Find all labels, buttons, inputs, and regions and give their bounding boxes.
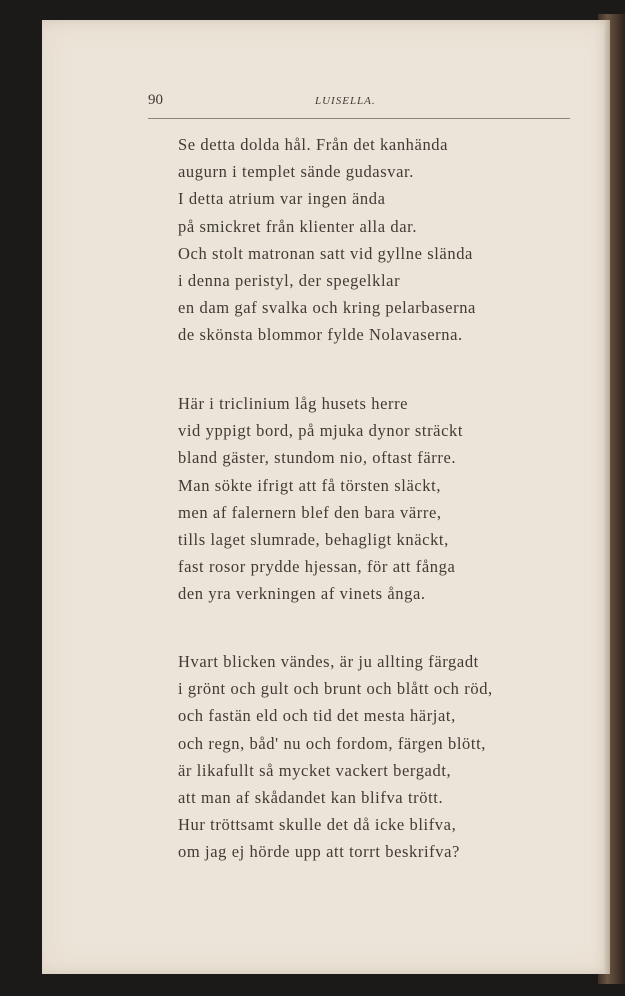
verse-line: är likafullt så mycket vackert bergadt,	[178, 760, 452, 780]
verse-line: Och stolt matronan satt vid gyllne slända	[178, 243, 473, 263]
stanza-1	[178, 131, 476, 349]
verse-line: tills laget slumrade, behagligt knäckt,	[178, 529, 449, 549]
verse-line: och regn, båd' nu och fordom, färgen blött,	[178, 733, 486, 753]
header-rule	[148, 118, 570, 119]
verse-line: på smickret från klienter alla dar.	[178, 216, 418, 236]
verse-line: och fastän eld och tid det mesta härjat,	[178, 706, 456, 726]
page-number: 90	[148, 92, 163, 108]
running-head: LUISELLA.	[315, 95, 376, 107]
verse-line: Hvart blicken vändes, är ju allting färgadt	[178, 652, 479, 671]
verse-line: de skönsta blommor fylde Nolavaserna.	[178, 325, 463, 345]
verse-line: den yra verkningen af vinets ånga.	[178, 584, 426, 604]
stanza-2	[178, 390, 463, 608]
stanza-3	[178, 648, 493, 866]
verse-line: i denna peristyl, der spegelklar	[178, 270, 401, 290]
verse-line: vid yppigt bord, på mjuka dynor sträckt	[178, 421, 464, 441]
verse-line: Se detta dolda hål. Från det kanhända	[178, 135, 449, 154]
verse-line: men af falernern blef den bara värre,	[178, 502, 442, 522]
verse-line: en dam gaf svalka och kring pelarbaserna	[178, 298, 476, 318]
verse-line: Här i triclinium låg husets herre	[178, 394, 409, 413]
verse-line: fast rosor prydde hjessan, för att fånga	[178, 557, 456, 577]
verse-line: bland gäster, stundom nio, oftast färre.	[178, 448, 457, 468]
page-edge	[604, 20, 610, 974]
verse-line: I detta atrium var ingen ända	[178, 189, 386, 209]
verse-line: att man af skådandet kan blifva trött.	[178, 787, 444, 807]
verse-line: i grönt och gult och brunt och blått och röd,	[178, 679, 493, 699]
verse-line: augurn i templet sände gudasvar.	[178, 162, 414, 182]
verse-line: Man sökte ifrigt att få törsten släckt,	[178, 475, 442, 495]
verse-line: om jag ej hörde upp att torrt beskrifva?	[178, 842, 460, 862]
verse-line: Hur tröttsamt skulle det då icke blifva,	[178, 815, 457, 835]
page-header	[148, 92, 570, 112]
